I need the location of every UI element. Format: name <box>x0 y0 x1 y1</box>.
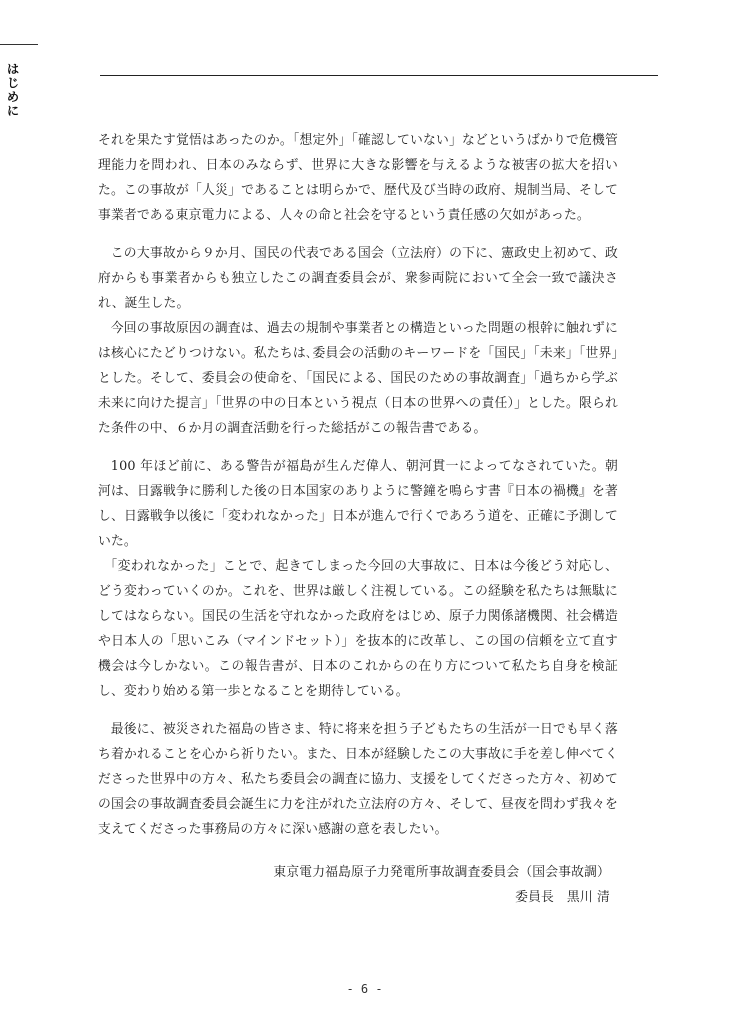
corner-rule <box>0 44 38 45</box>
body-text <box>98 128 618 842</box>
signature-title-name: 委員長 黒川 清 <box>515 890 610 905</box>
paragraph-gap <box>98 228 618 241</box>
paragraph-5: 「変われなかった」ことで、起きてしまった今回の大事故に、日本は今後どう対応し、どう変わっていくのか。これを、世界は厳しく注視している。この経験を私たちは無駄にしてはならない。国民の生活を守れなかった政府をはじめ、原子力関係諸機関、社会構造や日本人の「思いこみ（マインドセット）」を抜本的に改革し、この国の信頼を立て直す機会は今しかない。この報告書が、日本のこれからの在り方について私たち自身を検証し、変わり始める第一歩となることを期待している。 <box>98 559 618 699</box>
paragraph-gap <box>98 704 618 717</box>
paragraph-4: 100 年ほど前に、ある警告が福島が生んだ偉人、朝河貫一によってなされていた。朝河は、日露戦争に勝利した後の日本国家のありように警鐘を鳴らす書『日本の禍機』を著し、日露戦争以後に「変われなかった」日本が進んで行くであろう道を、正確に予測していた。 <box>98 459 618 549</box>
section-side-tab: はじめに <box>6 62 19 118</box>
paragraph-6: 最後に、被災された福島の皆さま、特に将来を担う子どもたちの生活が一日でも早く落ち着かれることを心から祈りたい。また、日本が経験したこの大事故に手を差し伸べてくださった世界中の方々、私たち委員会の調査に協力、支援をしてくださった方々、初めての国会の事故調査委員会誕生に力を注がれた立法府の方々、そして、昼夜を問わず我々を支えてくださった事務局の方々に深い感謝の意を表したい。 <box>98 722 618 837</box>
paragraph-2: この大事故から９か月、国民の代表である国会（立法府）の下に、憲政史上初めて、政府からも事業者からも独立したこの調査委員会が、衆参両院において全会一致で議決され、誕生した。 <box>98 246 618 311</box>
paragraph-3: 今回の事故原因の調査は、過去の規制や事業者との構造といった問題の根幹に触れずには核心にたどりつけない。私たちは､委員会の活動のキーワードを「国民」「未来」「世界」とした。そして、委員会の使命を､「国民による、国民のための事故調査」「過ちから学ぶ未来に向けた提言」「世界の中の日本という視点（日本の世界への責任）」とした。限られた条件の中、６か月の調査活動を行った総括がこの報告書である。 <box>98 321 618 436</box>
page-number: - 6 - <box>346 982 383 996</box>
paragraph-1: それを果たす覚悟はあったのか。「想定外」「確認していない」などというばかりで危機管理能力を問われ、日本のみならず、世界に大きな影響を与えるような被害の拡大を招いた。この事故が「人災」であることは明らかで、歴代及び当時の政府、規制当局、そして事業者である東京電力による、人々の命と社会を守るという責任感の欠如があった。 <box>98 133 618 223</box>
header-rule <box>100 75 658 76</box>
signature-block <box>200 860 610 910</box>
paragraph-gap <box>98 441 618 454</box>
signature-organization: 東京電力福島原子力発電所事故調査委員会（国会事故調） <box>273 865 610 880</box>
